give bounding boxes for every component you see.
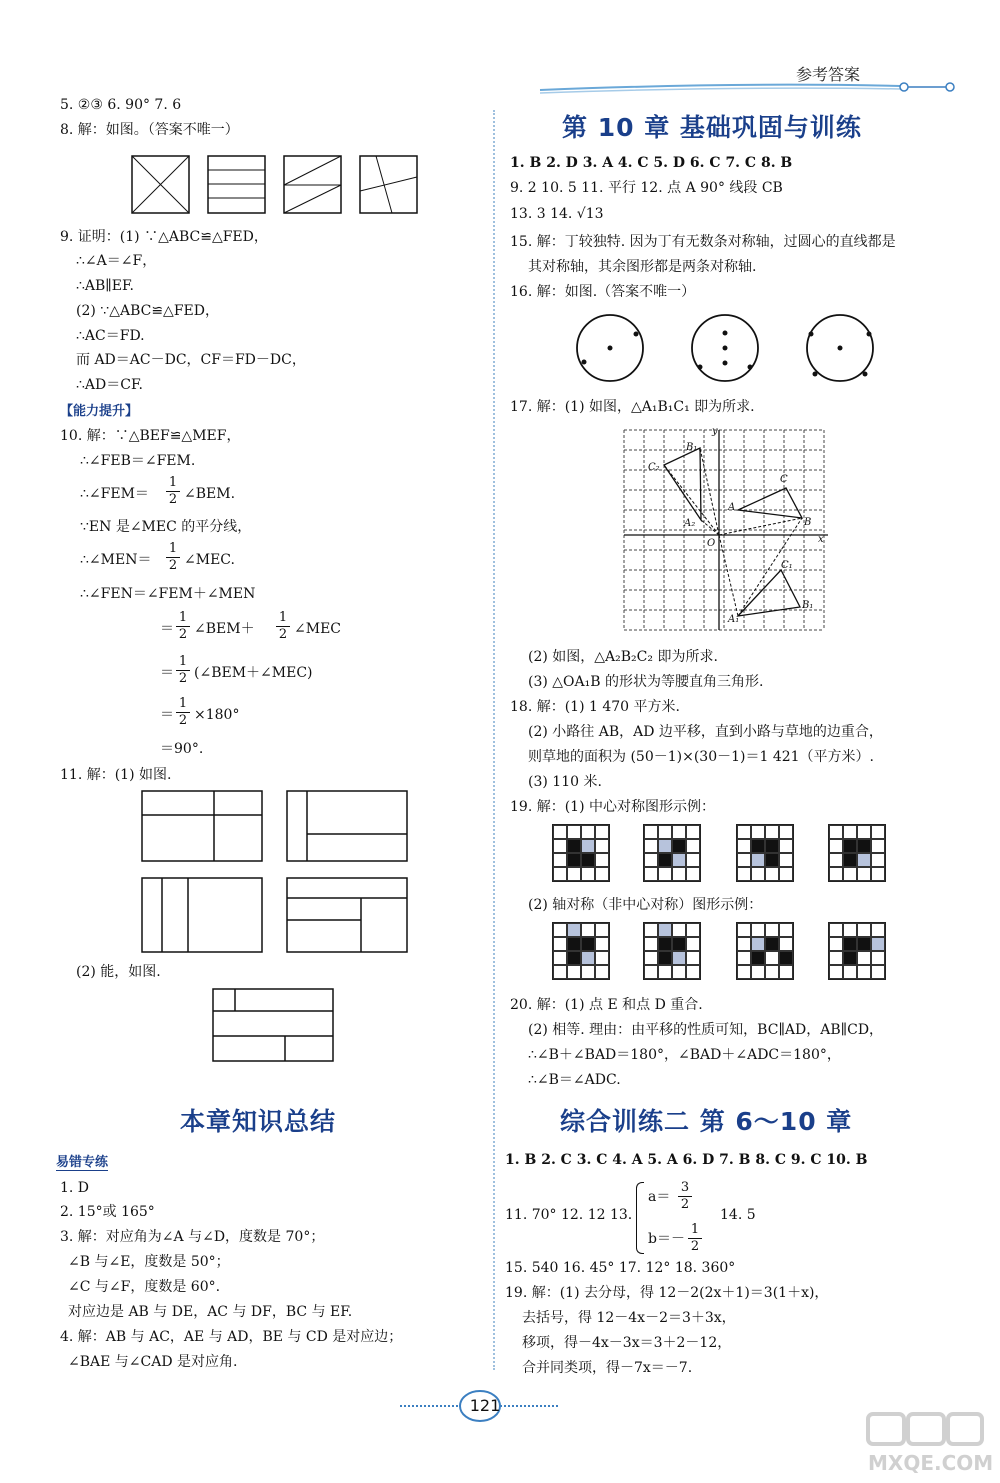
page-number: 121 [469,1396,501,1415]
pattern-grid [736,824,794,882]
svg-text:MXQE.COM: MXQE.COM [868,1451,994,1475]
q10-line9a: ＝ [160,707,174,723]
grid-label: C₁ [781,560,793,571]
summary-2: 2. 15°或 165° [60,1204,155,1220]
review-answer-14: 14. 5 [720,1207,756,1223]
summary-3b: ∠B 与∠E，度数是 50°； [68,1254,230,1270]
review-q19-line2: 去括号，得 12－4x－2＝3＋3x， [522,1310,736,1326]
construction-line [719,518,802,535]
summary-3: 3. 解：对应角为∠A 与∠D，度数是 70°； [60,1229,325,1245]
review-answers-1-10: 1. B 2. C 3. C 4. A 5. A 6. D 7. B 8. C 9. C 10. B [505,1152,868,1168]
q10-line7a: ＝ [160,621,174,637]
q17-line3: (3) △OA₁B 的形状为等腰直角三角形. [528,674,764,690]
q17-line2: (2) 如图，△A₂B₂C₂ 即为所求. [528,649,718,665]
review-q19-line3: 移项，得－4x－3x＝3＋2－12， [522,1335,732,1351]
q13-b: b＝－ [648,1231,685,1247]
fraction-three-halves: 3 2 [678,1180,692,1213]
q11-line1: 11. 解：(1) 如图. [60,767,172,783]
header-decoration [540,76,960,98]
pattern-grid [643,922,701,980]
q10-line7c: ∠MEC [294,621,341,637]
q19-line2: (2) 轴对称（非中心对称）图形示例： [528,897,763,913]
fraction-half: 1 2 [688,1222,702,1255]
q8-figures [130,155,430,215]
q10-line2: ∴∠FEB＝∠FEM. [80,453,196,469]
grid-label: A₁ [728,614,740,625]
q11-rectangles [140,790,412,955]
q20-line1: 20. 解：(1) 点 E 和点 D 重合. [510,997,703,1013]
grid-label: x [818,534,824,545]
pattern-grid [552,824,610,882]
column-divider [493,110,495,1370]
ch10-answers-9-12: 9. 2 10. 5 11. 平行 12. 点 A 90° 线段 CB [510,180,783,196]
triangle-abc [738,488,802,518]
q9-line7: ∴AD＝CF. [76,377,143,393]
review-q19-line1: 19. 解：(1) 去分母，得 12－2(2x＋1)＝3(1＋x)， [505,1285,829,1301]
q15-line2: 其对称轴，其余图形都是两条对称轴. [528,259,757,275]
q9-line4: (2) ∵△ABC≌△FED， [76,303,219,319]
q16-line: 16. 解：如图.（答案不唯一） [510,284,696,300]
q18-line3: 则草地的面积为 (50－1)×(30－1)＝1 421（平方米）. [528,749,875,765]
q10-line8b: (∠BEM＋∠MEC) [194,665,313,681]
summary-1: 1. D [60,1180,90,1196]
q17-line1: 17. 解：(1) 如图，△A₁B₁C₁ 即为所求. [510,399,755,415]
fraction-half: 1 2 [176,610,190,643]
system-brace [636,1182,644,1254]
grid-label: B₁ [686,442,698,453]
q18-line2: (2) 小路往 AB，AD 边平移，直到小路与草地的边重合， [528,724,883,740]
grid-label: B [804,517,812,528]
answers-5-7: 5. ②③ 6. 90° 7. 6 [60,97,182,113]
q10-line4: ∵EN 是∠MEC 的平分线， [80,519,252,535]
watermark-logo [864,1408,994,1475]
q10-line6: ∴∠FEN＝∠FEM＋∠MEN [80,586,256,602]
q9-line1: 9. 证明：(1) ∵△ABC≌△FED， [60,229,268,245]
q9-line3: ∴AB∥EF. [76,278,134,294]
q10-line8a: ＝ [160,665,174,681]
construction-line [719,535,738,616]
chapter-10-title: 第 10 章 基础巩固与训练 [562,113,862,142]
grid-label: B₁ [802,600,814,611]
q20-line3: ∴∠B＋∠BAD＝180°，∠BAD＋∠ADC＝180°， [528,1047,841,1063]
q8-answer: 8. 解：如图。（答案不唯一） [60,122,239,138]
pattern-grid [736,922,794,980]
grid-label: y [712,426,718,437]
fraction-half: 1 2 [166,541,180,574]
q13-a: a＝ [648,1189,671,1205]
summary-4: 4. 解：AB 与 AC，AE 与 AD，BE 与 CD 是对应边； [60,1329,403,1345]
q11-line2: (2) 能，如图. [76,964,161,980]
q10-line5b: ∠MEC. [184,552,235,568]
fraction-half: 1 2 [276,610,290,643]
q15-line1: 15. 解：丁较独特. 因为丁有无数条对称轴，过圆心的直线都是 [510,234,896,250]
q9-line6: 而 AD＝AC－DC，CF＝FD－DC， [76,352,306,368]
summary-3d: 对应边是 AB 与 DE，AC 与 DF，BC 与 EF. [68,1304,353,1320]
q18-line1: 18. 解：(1) 1 470 平方米. [510,699,680,715]
q10-line9b: ×180° [194,707,240,723]
q10-line5a: ∴∠MEN＝ [80,552,152,568]
triangle-a1b1c1 [738,570,800,616]
q11-rectangle-2 [211,988,335,1064]
q9-line2: ∴∠A＝∠F， [76,253,157,269]
q17-coordinate-grid [624,426,828,632]
pattern-grid [552,922,610,980]
summary-3c: ∠C 与∠F，度数是 60°. [68,1279,221,1295]
grid-label: C₂ [648,462,660,473]
ability-tag: 【能力提升】 [60,404,139,419]
summary-4b: ∠BAE 与∠CAD 是对应角. [68,1354,238,1370]
grid-label: C [780,474,788,485]
q18-line4: (3) 110 米. [528,774,602,790]
pattern-grid [643,824,701,882]
q20-line4: ∴∠B＝∠ADC. [528,1072,621,1088]
ch10-answers-13-14: 13. 3 14. √13 [510,206,604,222]
q16-circles [575,312,875,388]
header-label: 参考答案 [796,65,861,84]
review-q19-line4: 合并同类项，得－7x＝－7. [522,1360,693,1376]
review-answers-15-18: 15. 540 16. 45° 17. 12° 18. 360° [505,1260,736,1276]
grid-label: A [728,502,736,513]
fraction-half: 1 2 [176,654,190,687]
q10-line1: 10. 解：∵△BEF≌△MEF， [60,428,241,444]
review-title: 综合训练二 第 6～10 章 [560,1107,853,1136]
mistakes-tag: 易错专练 [56,1151,108,1171]
q20-line2: (2) 相等. 理由：由平移的性质可知，BC∥AD，AB∥CD， [528,1022,884,1038]
q10-line3a: ∴∠FEM＝ [80,486,149,502]
review-answers-11-13: 11. 70° 12. 12 13. [505,1207,633,1223]
q9-line5: ∴AC＝FD. [76,328,145,344]
grid-label: O [707,538,716,549]
summary-title: 本章知识总结 [180,1107,337,1136]
grid-label: A₂ [684,518,696,529]
q10-line3b: ∠BEM. [184,486,236,502]
triangle-a2b2c2 [664,448,701,520]
q10-line10: ＝90°. [160,741,204,757]
q10-line7b: ∠BEM＋ [194,621,255,637]
q19-line1: 19. 解：(1) 中心对称图形示例： [510,799,715,815]
pattern-grid [828,824,886,882]
fraction-half: 1 2 [166,475,180,508]
pattern-grid [828,922,886,980]
ch10-answers-1-8: 1. B 2. D 3. A 4. C 5. D 6. C 7. C 8. B [510,155,793,171]
fraction-half: 1 2 [176,696,190,729]
